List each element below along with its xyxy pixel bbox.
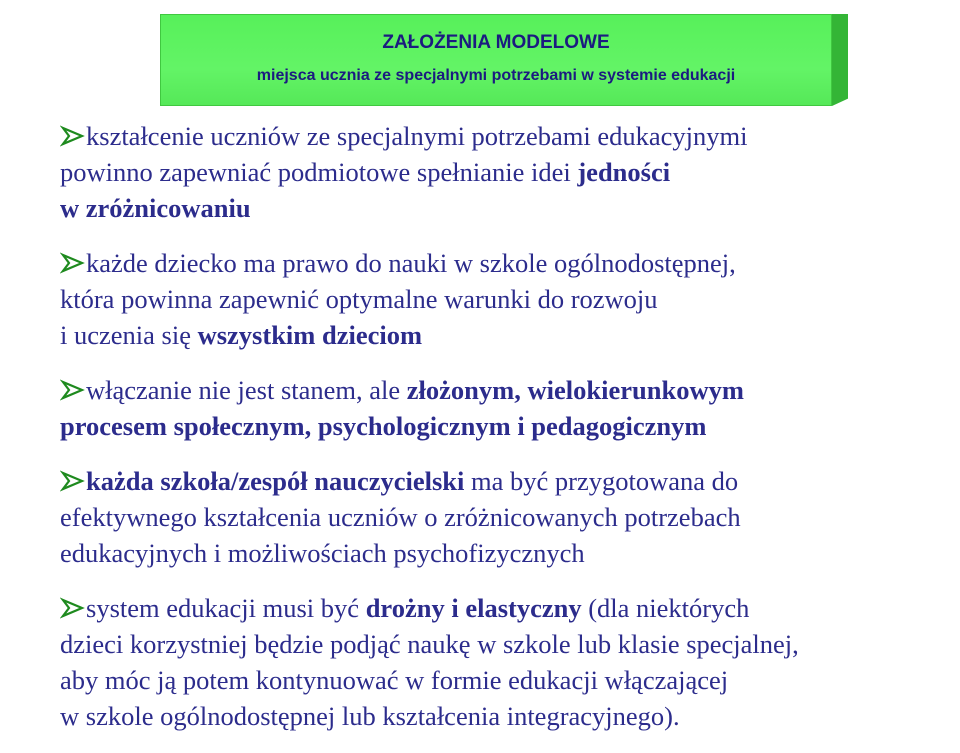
- page-title: ZAŁOŻENIA MODELOWE: [382, 32, 610, 53]
- bullet-line: [60, 499, 950, 535]
- bullet-item: [60, 463, 950, 571]
- bold-text: jedności: [577, 157, 671, 187]
- arrow-bullet-icon: [60, 592, 86, 614]
- bullet-line: [60, 245, 950, 281]
- body-text: i uczenia się: [60, 320, 198, 350]
- bold-text: wszystkim dzieciom: [197, 320, 423, 350]
- body-text: każde dziecko ma prawo do nauki w szkole ogólnodostępnej,: [86, 248, 736, 278]
- bullet-line: [60, 118, 950, 154]
- body-text: aby móc ją potem kontynuować w formie edukacji włączającej: [60, 665, 729, 695]
- header-banner: [160, 14, 850, 108]
- header-box: [160, 14, 832, 106]
- bullet-list: [60, 118, 950, 753]
- arrow-bullet-icon: [60, 374, 86, 396]
- bullet-line: [60, 662, 950, 698]
- body-text: edukacyjnych i możliwościach psychofizycznych: [60, 538, 585, 568]
- arrow-bullet-icon: [60, 120, 86, 142]
- arrow-bullet-icon: [60, 247, 86, 269]
- bullet-item: [60, 245, 950, 353]
- page-subtitle: miejsca ucznia ze specjalnymi potrzebami w systemie edukacji: [256, 67, 736, 84]
- body-text: kształcenie uczniów ze specjalnymi potrzebami edukacyjnymi: [86, 121, 748, 151]
- body-text: (dla niektórych: [581, 593, 750, 623]
- body-text: ma być przygotowana do: [464, 466, 739, 496]
- body-text: powinno zapewniać podmiotowe spełnianie idei: [60, 157, 578, 187]
- bullet-line: [60, 190, 950, 226]
- bullet-line: [60, 590, 950, 626]
- bullet-item: [60, 590, 950, 734]
- bullet-line: [60, 408, 950, 444]
- body-text: dzieci korzystniej będzie podjąć naukę w szkole lub klasie specjalnej,: [60, 629, 799, 659]
- bullet-line: [60, 317, 950, 353]
- header-box-side: [832, 14, 848, 106]
- bold-text: złożonym, wielokierunkowym: [406, 375, 744, 405]
- bullet-line: [60, 281, 950, 317]
- bullet-line: [60, 154, 950, 190]
- bullet-line: [60, 372, 950, 408]
- body-text: która powinna zapewnić optymalne warunki do rozwoju: [60, 284, 658, 314]
- bold-text: procesem społecznym, psychologicznym i pedagogicznym: [60, 411, 707, 441]
- bullet-item: [60, 372, 950, 444]
- bullet-item: [60, 118, 950, 226]
- body-text: włączanie nie jest stanem, ale: [86, 375, 407, 405]
- bullet-line: [60, 535, 950, 571]
- bullet-line: [60, 626, 950, 662]
- bold-text: w zróżnicowaniu: [60, 193, 251, 223]
- body-text: w szkole ogólnodostępnej lub kształcenia integracyjnego).: [60, 701, 680, 731]
- arrow-bullet-icon: [60, 465, 86, 487]
- bold-text: drożny i elastyczny: [365, 593, 582, 623]
- bullet-line: [60, 698, 950, 734]
- body-text: efektywnego kształcenia uczniów o zróżnicowanych potrzebach: [60, 502, 741, 532]
- body-text: system edukacji musi być: [86, 593, 366, 623]
- bold-text: każda szkoła/zespół nauczycielski: [86, 466, 465, 496]
- bullet-line: [60, 463, 950, 499]
